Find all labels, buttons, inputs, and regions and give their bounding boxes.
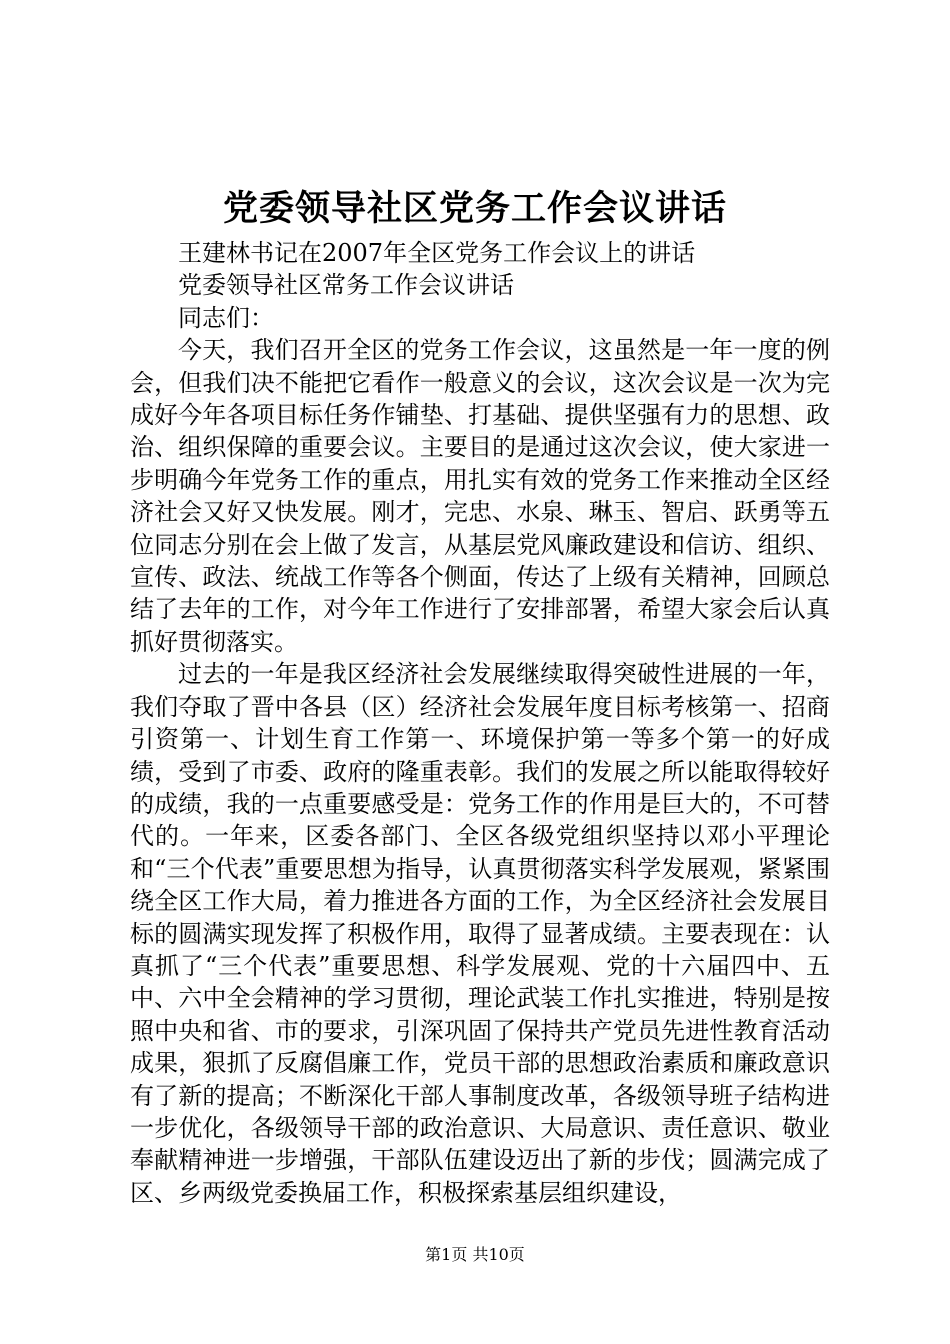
subtitle-line-1: 王建林书记在2007年全区党务工作会议上的讲话 (178, 239, 696, 267)
salutation: 同志们： (178, 303, 274, 332)
subtitle-line-2: 党委领导社区常务工作会议讲话 (178, 271, 514, 300)
document-title: 党委领导社区党务工作会议讲话 (222, 188, 727, 229)
paragraph-2: 过去的一年是我区经济社会发展继续取得突破性进展的一年，我们夺取了晋中各县（区）经济社会发展年度目标考核第一、招商引资第一、计划生育工作第一、环境保护第一等多个第一的好成绩，受到了市委、政府的隆重表彰。我们的发展之所以能取得较好的成绩，我的一点重要感受是：党务工作的作用是巨大的，不可替代的。一年来，区委各部门、全区各级党组织坚持以邓小平理论和“三个代表”重要思想为指导，认真贯彻落实科学发展观，紧紧围绕全区工作大局，着力推进各方面的工作，为全区经济社会发展目标的圆满实现发挥了积极作用，取得了显著成绩。主要表现在：认真抓了“三个代表”重要思想、科学发展观、党的十六届四中、五中、六中全会精神的学习贯彻，理论武装工作扎实推进，特别是按照中央和省、市的要求，引深巩固了保持共产党员先进性教育活动成果，狠抓了反腐倡廉工作，党员干部的思想政治素质和廉政意识有了新的提高；不断深化干部人事制度改革，各级领导班子结构进一步优化，各级领导干部的政治意识、大局意识、责任意识、敬业奉献精神进一步增强，干部队伍建设迈出了新的步伐；圆满完成了区、乡两级党委换届工作，积极探索基层组织建设， (130, 660, 830, 1207)
paragraph-1: 今天，我们召开全区的党务工作会议，这虽然是一年一度的例会，但我们决不能把它看作一般意义的会议，这次会议是一次为完成好今年各项目标任务作铺垫、打基础、提供坚强有力的思想、政治、组织保障的重要会议。主要目的是通过这次会议，使大家进一步明确今年党务工作的重点，用扎实有效的党务工作来推动全区经济社会又好又快发展。刚才，完忠、水泉、琳玉、智启、跃勇等五位同志分别在会上做了发言，从基层党风廉政建设和信访、组织、宣传、政法、统战工作等各个侧面，传达了上级有关精神，回顾总结了去年的工作，对今年工作进行了安排部署，希望大家会后认真抓好贯彻落实。 (130, 336, 830, 656)
page-footer: 第1页 共10页 (425, 1245, 525, 1264)
document-body (130, 237, 830, 1209)
